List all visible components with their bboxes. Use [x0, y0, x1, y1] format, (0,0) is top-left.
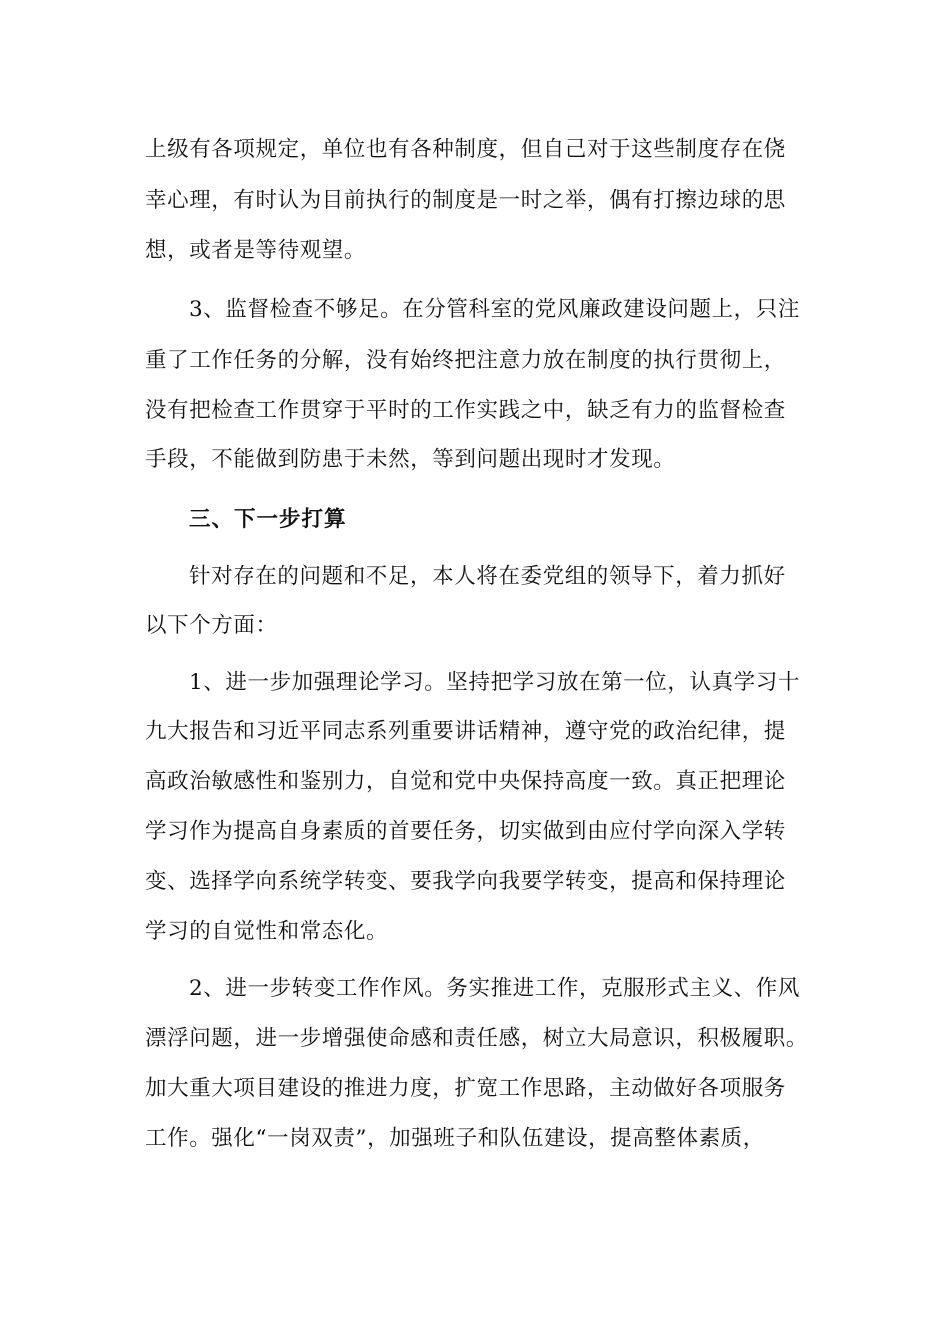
paragraph-first-line: 1、进一步加强理论学习。坚持把学习放在第一位，认真学习十 — [189, 670, 800, 695]
body-text-line: 重了工作任务的分解，没有始终把注意力放在制度的执行贯彻上， — [145, 348, 786, 373]
body-text-line: 幸心理，有时认为目前执行的制度是一时之举，偶有打擦边球的思 — [145, 188, 786, 213]
body-text-line: 九大报告和习近平同志系列重要讲话精神，遵守党的政治纪律，提 — [145, 719, 786, 744]
body-text-line: 想，或者是等待观望。 — [145, 238, 367, 263]
body-text-line: 加大重大项目建设的推进力度，扩宽工作思路，主动做好各项服务 — [145, 1076, 786, 1101]
body-text-line: 变、选择学向系统学转变、要我学向我要学转变，提高和保持理论 — [145, 869, 786, 894]
section-heading: 三、下一步打算 — [189, 507, 347, 532]
paragraph-first-line: 2、进一步转变工作作风。务实推进工作，克服形式主义、作风 — [189, 976, 800, 1001]
paragraph-first-line: 针对存在的问题和不足，本人将在委党组的领导下，着力抓好 — [189, 564, 786, 589]
body-text-line: 没有把检查工作贯穿于平时的工作实践之中，缺乏有力的监督检查 — [145, 398, 786, 423]
body-text-line: 学习作为提高自身素质的首要任务，切实做到由应付学向深入学转 — [145, 819, 786, 844]
body-text-line: 以下个方面： — [145, 613, 278, 638]
body-text-line: 学习的自觉性和常态化。 — [145, 919, 389, 944]
body-text-line: 手段，不能做到防患于未然，等到问题出现时才发现。 — [145, 447, 676, 472]
body-text-line: 上级有各项规定，单位也有各种制度，但自己对于这些制度存在侥 — [145, 137, 786, 162]
body-text-line: 高政治敏感性和鉴别力，自觉和党中央保持高度一致。真正把理论 — [145, 769, 786, 794]
paragraph-first-line: 3、监督检查不够足。在分管科室的党风廉政建设问题上，只注 — [189, 297, 800, 322]
body-text-line: 漂浮问题，进一步增强使命感和责任感，树立大局意识，积极履职。 — [145, 1026, 809, 1051]
body-text-line: 工作。强化“一岗双责”，加强班子和队伍建设，提高整体素质， — [145, 1126, 765, 1151]
